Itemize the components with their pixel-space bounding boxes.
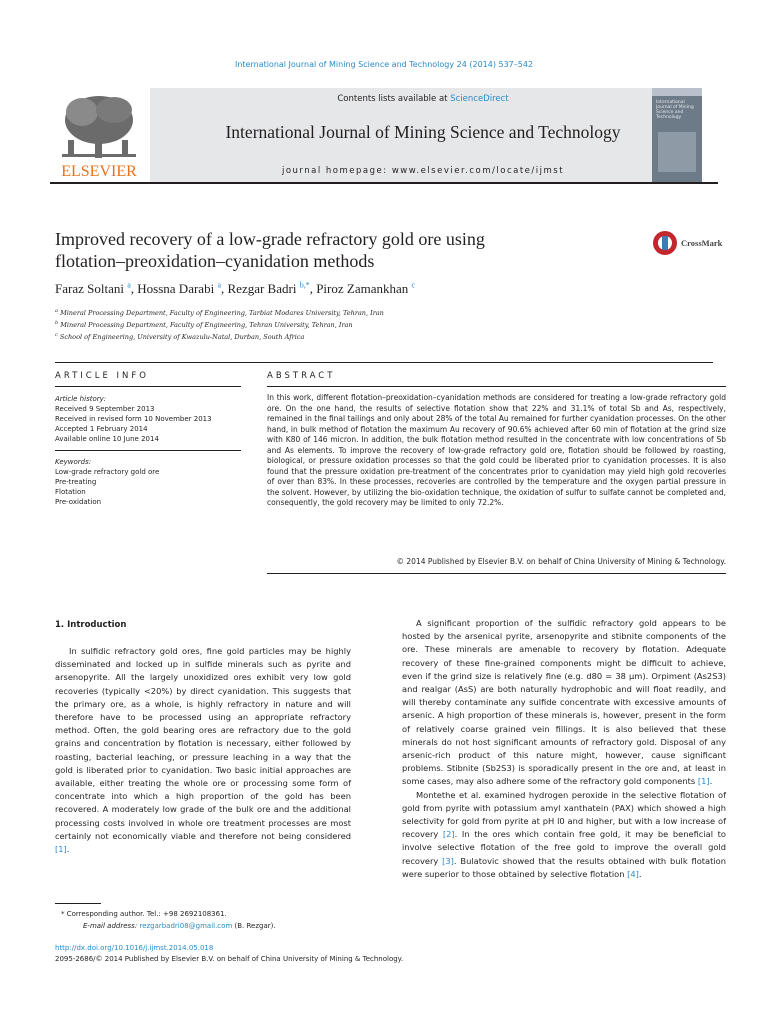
abstract-heading: ABSTRACT — [267, 371, 336, 381]
bottom-matter — [55, 943, 403, 965]
affiliation: $^c$ School of Engineering, University of Kwazulu-Natal, Durban, South Africa — [55, 332, 305, 342]
doi-link[interactable]: http://dx.doi.org/10.1016/j.ijmst.2014.05.018 — [55, 944, 214, 952]
abstract-copyright: © 2014 Published by Elsevier B.V. on behalf of China University of Mining & Technology. — [396, 557, 726, 566]
title-line-2: flotation–preoxidation–cyanidation methods — [55, 251, 375, 271]
title-line-1: Improved recovery of a low-grade refractory gold ore using — [55, 229, 485, 249]
journal-reference[interactable]: International Journal of Mining Science and Technology 24 (2014) 537–542 — [234, 60, 534, 69]
author[interactable]: Piroz Zamankhan $^c$ — [316, 281, 416, 297]
author[interactable]: Hossna Darabi $^a$, — [137, 281, 228, 297]
crossmark-badge[interactable] — [652, 230, 732, 256]
intro-paragraph: A significant proportion of the sulfidic refractory gold appears to be hosted by the arsenical pyrite, arsenopyrite and stibnite components of the ore. These minerals are amenable to recovery by flotation. Adequate recovery of these fine-grained components might be difficult to achieve, even if the grind size is relatively fine (e.g. d80 = 38 μm). Orpiment (As2S3) and realgar (AsS) are both naturally hydrophobic and will float readily, and will thereby contaminate any sulfide concentrate with excessive amounts of arsenic. A high proportion of these minerals is, however, present in the form of relatively coarse grained vein fillings. It is also believed that these minerals do not host significant amounts of refractory gold. Disposal of any arsenic-rich product of this nature might, however, cause significant problems. Stibnite (Sb2S3) is sporadically present in the ore and, at least in some cases, may also adhere some of the refractory gold components [1]. — [402, 618, 726, 787]
abstract-rule — [267, 386, 726, 387]
history-item: Received 9 September 2013 — [55, 405, 155, 413]
corresponding-author-note: * Corresponding author. Tel.: +98 2692108361. — [61, 910, 227, 918]
info-divider — [55, 450, 241, 451]
crossmark-icon — [652, 230, 678, 256]
elsevier-logo[interactable] — [52, 90, 146, 180]
elsevier-tree-icon — [52, 90, 146, 180]
keywords-label: Keywords: — [55, 457, 92, 466]
history-item: Available online 10 June 2014 — [55, 435, 159, 443]
affiliation: $^a$ Mineral Processing Department, Faculty of Engineering, Tarbiat Modares University, Tehran, Iran — [55, 308, 384, 318]
article-title — [55, 228, 615, 272]
reference-link[interactable]: [1] — [55, 844, 67, 855]
sciencedirect-link[interactable]: ScienceDirect — [450, 94, 509, 104]
crossmark-label: CrossMark — [681, 238, 723, 248]
author-affil-sup[interactable]: a — [217, 281, 221, 290]
author-affil-sup[interactable]: c — [411, 281, 416, 290]
reference-link[interactable]: [4] — [627, 868, 639, 879]
footnote — [55, 908, 276, 932]
journal-title: International Journal of Mining Science and Technology — [225, 122, 621, 142]
contents-line — [150, 94, 696, 104]
history-label: Article history: — [55, 395, 107, 403]
history-item: Accepted 1 February 2014 — [55, 425, 148, 433]
section-rule — [55, 362, 713, 363]
article-info — [55, 394, 227, 507]
author-list — [55, 281, 415, 297]
intro-paragraph: Montethe et al. examined hydrogen peroxide in the selective flotation of gold from pyrite with potassium amyl xanthatein (PAX) which showed a high selectivity for gold from pyrite at pH l0 and higher, but with a low increase of recovery [2]. In the ores which contain free gold, it may be beneficial to involve selective flotation of the free gold to improve the overall gold recovery [3]. Bulatovic showed that the results obtained with bulk flotation were superior to those obtained by selective flotation [4]. — [402, 789, 727, 879]
info-rule — [55, 386, 241, 387]
header-rule — [50, 182, 718, 184]
intro-left-column — [55, 645, 351, 856]
journal-header — [50, 88, 718, 184]
reference-link[interactable]: [3] — [442, 855, 454, 866]
journal-cover-thumbnail[interactable] — [652, 88, 702, 182]
email-note: E-mail address: rezgarbadri08@gmail.com (B. Rezgar). — [83, 922, 276, 930]
author-affil-sup[interactable]: b,* — [299, 281, 310, 290]
abstract-text: In this work, different flotation–preoxidation–cyanidation methods are considered for treating a low-grade refractory gold ore. On the one hand, the results of selective flotation show that 22% and 31.1% of total Sb and As, respectively, remained in the final tailings and only about 28% of the total Au remained for further cyanidation processes. On the other hand, in bulk method of flotation the maximum Au recovery of 90.6% achieved after 60 min of flotation at the grind size with K80 of 146 micron. In addition, the bulk flotation method resulted in the concentrate with low concentrations of Sb and As elements. To improve the recovery of low-grade refractory gold ore, flotation should be followed by roasting, biological, or pressure oxidation processes so that the gold could be liberated prior to cyanidation processes. It is also found that the pressure oxidation pre-treatment of the concentrates prior to cyanidation may yield high gold recoveries of over than 83%. In these processes, recoveries are controlled by the temperature and the oxygen partial pressure in the solvent. However, by utilizing the bio-oxidation technique, the oxidation of sulfur to sulfate cannot be completed and, consequently, the gold recovery may be limited to only 72.2%. — [267, 393, 726, 507]
keyword: Low-grade refractory gold ore — [55, 467, 160, 476]
section-heading-introduction: 1. Introduction — [55, 620, 127, 630]
intro-right-column — [402, 617, 726, 881]
keyword: Flotation — [55, 487, 86, 496]
article-info-heading: ARTICLE INFO — [55, 371, 149, 381]
abstract-bottom-rule — [267, 573, 726, 574]
issn-line: 2095-2686/© 2014 Published by Elsevier B.V. on behalf of China University of Mining & Technology. — [55, 955, 404, 963]
keyword: Pre-treating — [55, 477, 97, 486]
elsevier-wordmark: ELSEVIER — [61, 163, 137, 180]
contents-prefix: Contents lists available at — [337, 94, 451, 104]
reference-link[interactable]: [1] — [697, 776, 710, 787]
author[interactable]: Rezgar Badri $^{b,*}$, — [227, 281, 317, 297]
history-item: Received in revised form 10 November 2013 — [55, 415, 212, 423]
footnote-rule — [55, 903, 101, 904]
cover-title: International Journal of Mining Science and Technology — [656, 100, 694, 120]
affiliation: $^b$ Mineral Processing Department, Faculty of Engineering, Tehran University, Tehran, Iran — [55, 320, 353, 330]
author-affil-sup[interactable]: a — [127, 281, 131, 290]
affiliations — [55, 306, 384, 342]
reference-link[interactable]: [2] — [442, 829, 455, 840]
intro-paragraph: In sulfidic refractory gold ores, fine gold particles may be highly disseminated and locked up in sulfide minerals such as pyrite and arsenopyrite. All the largely unoxidized ores exhibit very low gold recoveries (typically <20%) by direct cyanidation. This suggests that the primary ore, as a whole, is highly refractory in nature and will therefore have to be processed using an appropriate refractory method. Often, the gold bearing ores are refractory due to the gold grains and concentration by flotation is necessary, either followed by roasting, bacterial leaching, or pressure leaching in a way that the gold is liberated prior to cyanidation. Two basic initial approaches are available, either treating the whole ore or processing some form of concentrate into which a high proportion of the gold has been recovered. A moderately low grade of the bulk ore and the additional processing costs involved in whole ore treatment processes are most certainly not economically viable and therefore not being considered [1]. — [55, 646, 351, 855]
author[interactable]: Faraz Soltani $^a$, — [55, 281, 138, 297]
keyword: Pre-oxidation — [55, 497, 102, 506]
email-link[interactable]: rezgarbadri08@gmail.com — [139, 922, 233, 930]
journal-homepage[interactable]: journal homepage: www.elsevier.com/locate/ijmst — [281, 166, 565, 176]
